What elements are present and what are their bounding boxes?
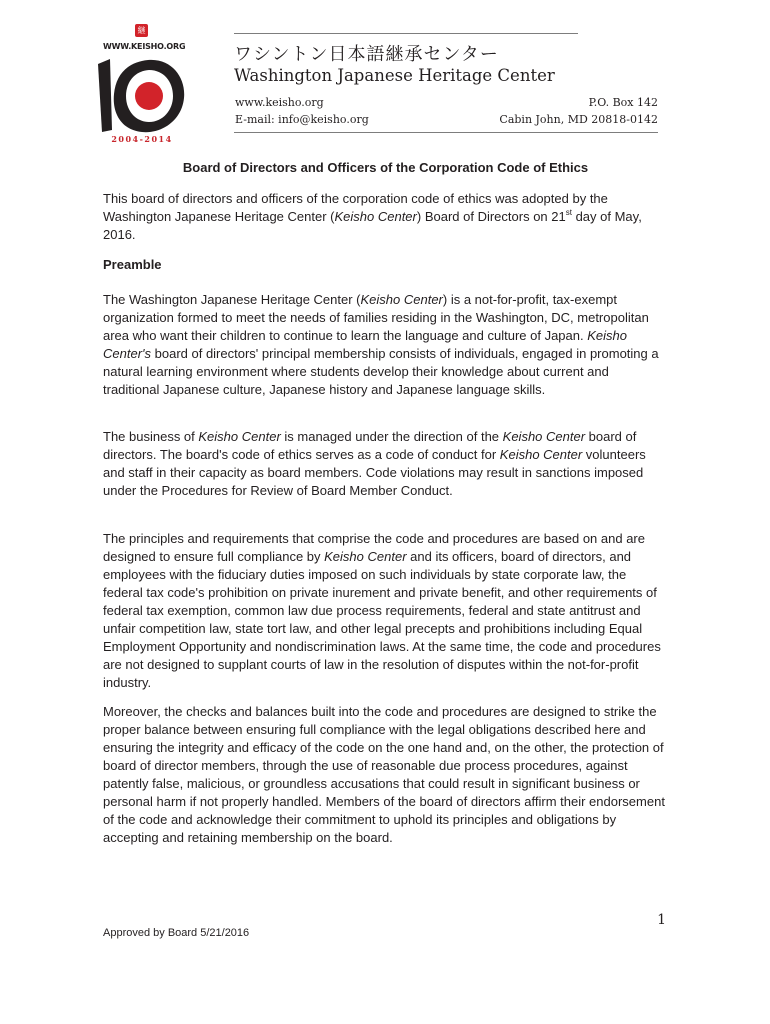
logo-site-url: WWW.KEISHO.ORG xyxy=(103,42,186,51)
org-po-box: P.O. Box 142 xyxy=(588,96,658,109)
logo-seal: 継 xyxy=(135,24,148,37)
header-rule-bottom xyxy=(234,132,658,133)
anniversary-logo-10 xyxy=(96,56,188,136)
logo-years: 2004-2014 xyxy=(111,134,173,144)
org-website: www.keisho.org xyxy=(235,96,324,109)
org-name-japanese: ワシントン日本語継承センター xyxy=(234,44,499,65)
preamble-paragraph-2: The business of Keisho Center is managed under the direction of the Keisho Center board of directors. The board's code of ethics serves as a code of conduct for Keisho Center volunteers and staff in their capacity as board members. Code violations may result in sanctions imposed under the Procedures for Review of Board Member Conduct. xyxy=(103,429,646,498)
logo-digit-one xyxy=(98,59,112,132)
preamble-paragraph-4: Moreover, the checks and balances built into the code and procedures are designed to strike the proper balance between ensuring full compliance with the legal obligations described here and ensuring the integrity and efficacy of the code on the one hand and, on the other, the protection of board of director members, through the use of reasonable due process procedures, against patently false, malicious, or groundless accusations that could result in significant business or personal harm if not properly handled. Members of the board of directors affirm their endorsement of the code and acknowledge their commitment to uphold its principles and obligations by accepting and retaining membership on the board. xyxy=(103,704,665,845)
org-city: Cabin John, MD 20818-0142 xyxy=(499,113,658,126)
document-title: Board of Directors and Officers of the Corporation Code of Ethics xyxy=(182,160,589,175)
preamble-paragraph-3: The principles and requirements that comprise the code and procedures are based on and are designed to ensure full compliance by Keisho Center and its officers, board of directors, and employees with the fiduciary duties imposed on such individuals by state corporate law, the federal tax code's prohibition on private inurement and private benefit, and other requirements of federal tax exemption, common law due process requirements, federal and state antitrust and unfair competition law, state tort law, and other legal precepts and prohibitions including Equal Employment Opportunity and nondiscrimination laws. At the same time, the code and procedures are not designed to supplant courts of law in the resolution of disputes within the not-for-profit industry. xyxy=(103,531,661,690)
page-number: 1 xyxy=(657,912,666,928)
preamble-paragraph-1: The Washington Japanese Heritage Center (Keisho Center) is a not-for-profit, tax-exempt organization formed to meet the needs of families residing in the Washington, DC, metropolitan area who want their children to continue to learn the language and culture of Japan. Keisho Center's board of directors' principal membership consists of individuals, engaged in promoting a natural learning environment where students develop their knowledge about current and traditional Japanese culture, Japanese history and Japanese language skills. xyxy=(103,292,659,397)
preamble-heading: Preamble xyxy=(103,257,162,272)
org-email: E-mail: info@keisho.org xyxy=(235,113,369,126)
intro-paragraph: This board of directors and officers of the corporation code of ethics was adopted by the Washington Japanese Heritage Center (Keisho Center) Board of Directors on 21st day of May, 2016. xyxy=(103,191,642,242)
approval-footer: Approved by Board 5/21/2016 xyxy=(103,927,250,939)
logo-red-sun xyxy=(135,82,163,110)
org-name-english: Washington Japanese Heritage Center xyxy=(234,66,555,85)
header-rule-top xyxy=(234,33,578,34)
